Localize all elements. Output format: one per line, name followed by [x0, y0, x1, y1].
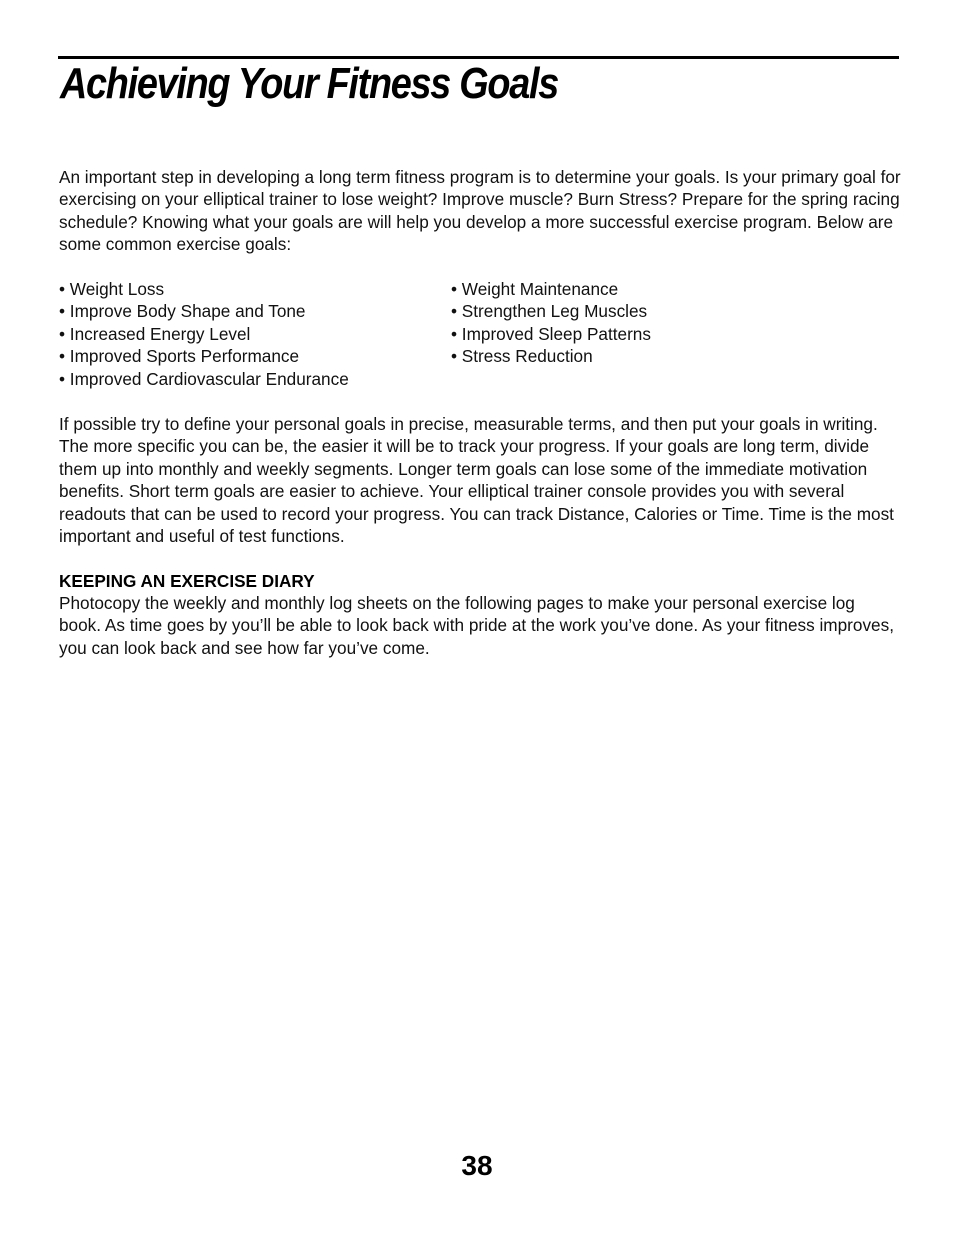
diary-heading: KEEPING AN EXERCISE DIARY — [59, 571, 315, 591]
goal-item: • Improved Cardiovascular Endurance — [59, 368, 349, 390]
goal-item: • Strengthen Leg Muscles — [451, 300, 651, 322]
goal-item: • Improved Sports Performance — [59, 345, 349, 367]
goals-list — [59, 278, 901, 393]
intro-paragraph: An important step in developing a long term fitness program is to determine your goals. Is your primary goal for exercising on your elliptical trainer to lose weight? Improve muscle? Burn Stress? Prepare for the spring racing schedule? Knowing what your goals are will help you develop a more successful exercise program. Below are some common exercise goals: — [59, 167, 901, 255]
goal-item: • Improved Sleep Patterns — [451, 323, 651, 345]
goal-item: • Stress Reduction — [451, 345, 651, 367]
page-number: 38 — [461, 1150, 493, 1181]
goal-item: • Weight Loss — [59, 278, 349, 300]
goals-left-column — [59, 278, 349, 390]
goals-right-column — [451, 278, 651, 368]
goal-item: • Increased Energy Level — [59, 323, 349, 345]
diary-paragraph: Photocopy the weekly and monthly log sheets on the following pages to make your personal exercise log book. As time goes by you’ll be able to look back with pride at the work you’ve done. As your fitness improves, you can look back and see how far you’ve come. — [59, 593, 894, 658]
page-title: Achieving Your Fitness Goals — [60, 59, 558, 108]
goal-item: • Weight Maintenance — [451, 278, 651, 300]
goal-item: • Improve Body Shape and Tone — [59, 300, 349, 322]
define-goals-paragraph: If possible try to define your personal goals in precise, measurable terms, and then put your goals in writing. The more specific you can be, the easier it will be to track your progress. If your goals are long term, divide them up into monthly and weekly segments. Longer term goals can lose some of the immediate motivation benefits. Short term goals are easier to achieve. Your elliptical trainer console provides you with several readouts that can be used to record your progress. You can track Distance, Calories or Time. Time is the most important and useful of test functions. — [59, 414, 894, 547]
